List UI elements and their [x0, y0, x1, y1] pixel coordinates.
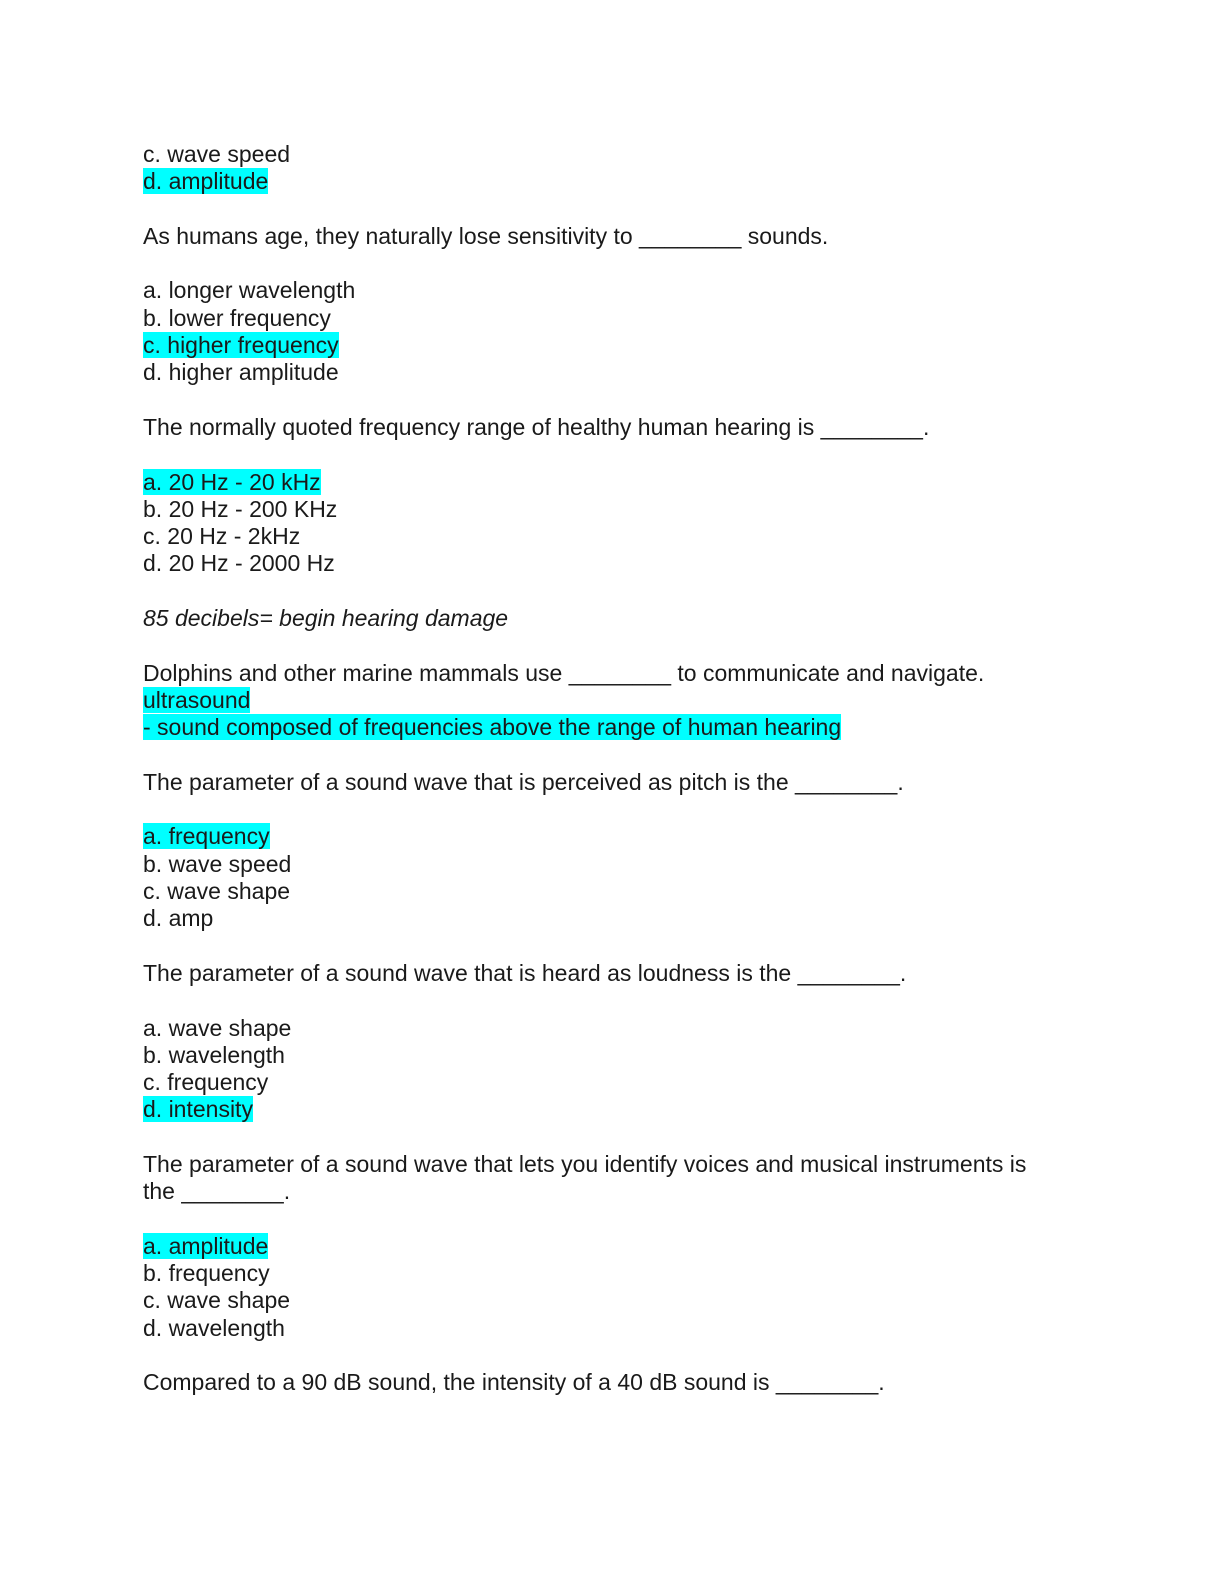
question-text: The parameter of a sound wave that is heard as loudness is the ________.: [143, 959, 907, 986]
option-a: a. wave shape: [143, 1014, 292, 1041]
option-d: d. 20 Hz - 2000 Hz: [143, 550, 335, 577]
option-b: b. frequency: [143, 1260, 270, 1287]
option-a-answer: a. amplitude: [143, 1232, 269, 1259]
option-c: c. frequency: [143, 1069, 269, 1096]
option-b: b. lower frequency: [143, 304, 331, 331]
option-b: b. wave speed: [143, 850, 292, 877]
option-d-answer: d. amplitude: [143, 168, 269, 195]
note-text: 85 decibels= begin hearing damage: [143, 605, 509, 632]
option-b: b. 20 Hz - 200 KHz: [143, 495, 338, 522]
question-text-line-1: The parameter of a sound wave that lets you identify voices and musical instruments is: [143, 1150, 1027, 1177]
option-d: d. higher amplitude: [143, 359, 339, 386]
document-page: [143, 141, 1083, 1397]
option-c-answer: c. higher frequency: [143, 332, 339, 359]
option-b: b. wavelength: [143, 1041, 285, 1068]
option-a-answer: a. 20 Hz - 20 kHz: [143, 468, 321, 495]
option-a-answer: a. frequency: [143, 823, 270, 850]
option-d: d. amp: [143, 905, 214, 932]
question-text: Compared to a 90 dB sound, the intensity of a 40 dB sound is ________.: [143, 1369, 885, 1396]
question-text: As humans age, they naturally lose sensitivity to ________ sounds.: [143, 222, 829, 249]
question-text: The normally quoted frequency range of healthy human hearing is ________.: [143, 413, 930, 440]
option-d-answer: d. intensity: [143, 1096, 253, 1123]
definition-text: - sound composed of frequencies above the range of human hearing: [143, 714, 842, 741]
question-text: The parameter of a sound wave that is perceived as pitch is the ________.: [143, 768, 904, 795]
option-d: d. wavelength: [143, 1314, 285, 1341]
question-text: Dolphins and other marine mammals use ________ to communicate and navigate.: [143, 659, 985, 686]
option-c: c. 20 Hz - 2kHz: [143, 523, 301, 550]
option-c: c. wave shape: [143, 878, 291, 905]
question-text-line-2: the ________.: [143, 1178, 291, 1205]
option-a: a. longer wavelength: [143, 277, 356, 304]
option-c: c. wave speed: [143, 141, 291, 167]
option-c: c. wave shape: [143, 1287, 291, 1314]
answer-text: ultrasound: [143, 686, 251, 713]
